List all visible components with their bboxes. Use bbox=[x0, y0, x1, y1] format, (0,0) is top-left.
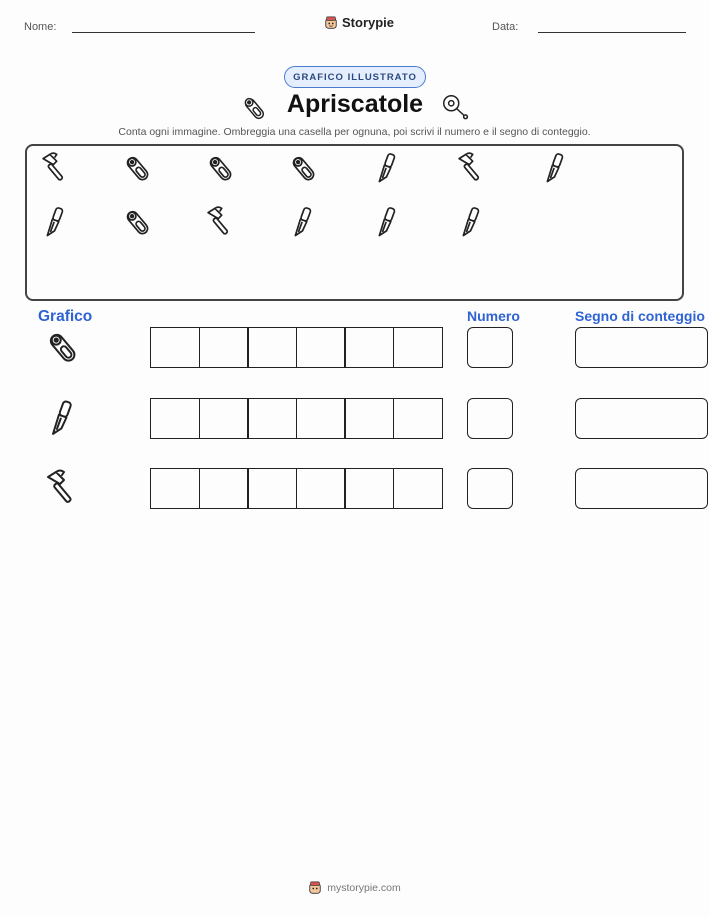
tally-heading: Segno di conteggio bbox=[575, 308, 705, 324]
graph-cell[interactable] bbox=[199, 327, 249, 368]
knife-icon bbox=[538, 151, 572, 185]
knife-icon bbox=[370, 205, 404, 239]
graph-cell[interactable] bbox=[344, 468, 394, 509]
knife-icon bbox=[42, 398, 82, 438]
graph-cell[interactable] bbox=[247, 327, 297, 368]
number-box[interactable] bbox=[467, 327, 513, 368]
date-label: Data: bbox=[492, 21, 519, 33]
graph-cell[interactable] bbox=[296, 468, 346, 509]
can-opener-icon bbox=[120, 151, 154, 185]
graph-cell[interactable] bbox=[393, 327, 443, 368]
graph-cell[interactable] bbox=[393, 398, 443, 439]
can-opener-icon bbox=[238, 92, 268, 122]
graph-row bbox=[150, 398, 443, 439]
graph-cell[interactable] bbox=[296, 398, 346, 439]
hammer-icon bbox=[38, 151, 72, 185]
worksheet-badge: GRAFICO ILLUSTRATO bbox=[284, 66, 426, 88]
date-field[interactable] bbox=[538, 32, 686, 33]
graph-cell[interactable] bbox=[150, 468, 200, 509]
footer bbox=[0, 881, 709, 895]
number-heading: Numero bbox=[467, 308, 520, 324]
graph-row bbox=[150, 327, 443, 368]
hammer-icon bbox=[42, 468, 82, 508]
can-opener-icon bbox=[286, 151, 320, 185]
tally-box[interactable] bbox=[575, 327, 708, 368]
name-label: Nome: bbox=[24, 21, 57, 33]
storypie-logo-icon bbox=[324, 16, 338, 30]
footer-url: mystorypie.com bbox=[327, 882, 401, 894]
hammer-icon bbox=[203, 205, 237, 239]
knife-icon bbox=[286, 205, 320, 239]
can-opener-icon bbox=[203, 151, 237, 185]
instructions-text: Conta ogni immagine. Ombreggia una casella per ognuna, poi scrivi il numero e il segno di conteggio. bbox=[118, 126, 591, 138]
knife-icon bbox=[38, 205, 72, 239]
graph-cell[interactable] bbox=[150, 327, 200, 368]
number-box[interactable] bbox=[467, 398, 513, 439]
graph-heading: Grafico bbox=[38, 308, 93, 325]
storypie-logo-icon bbox=[308, 881, 322, 895]
graph-cell[interactable] bbox=[199, 398, 249, 439]
graph-cell[interactable] bbox=[247, 398, 297, 439]
can-opener-icon bbox=[120, 205, 154, 239]
knife-icon bbox=[370, 151, 404, 185]
hammer-icon bbox=[454, 151, 488, 185]
brand-name: Storypie bbox=[342, 15, 395, 30]
knife-icon bbox=[454, 205, 488, 239]
graph-cell[interactable] bbox=[150, 398, 200, 439]
can-opener-icon bbox=[42, 327, 82, 367]
brand-logo bbox=[324, 15, 394, 30]
name-field[interactable] bbox=[72, 32, 255, 33]
tally-box[interactable] bbox=[575, 398, 708, 439]
graph-cell[interactable] bbox=[393, 468, 443, 509]
graph-row bbox=[150, 468, 443, 509]
graph-cell[interactable] bbox=[344, 398, 394, 439]
graph-cell[interactable] bbox=[344, 327, 394, 368]
graph-cell[interactable] bbox=[199, 468, 249, 509]
number-box[interactable] bbox=[467, 468, 513, 509]
can-opener-icon bbox=[440, 92, 470, 122]
tally-box[interactable] bbox=[575, 468, 708, 509]
page-title: Apriscatole bbox=[286, 90, 424, 118]
graph-cell[interactable] bbox=[247, 468, 297, 509]
graph-cell[interactable] bbox=[296, 327, 346, 368]
